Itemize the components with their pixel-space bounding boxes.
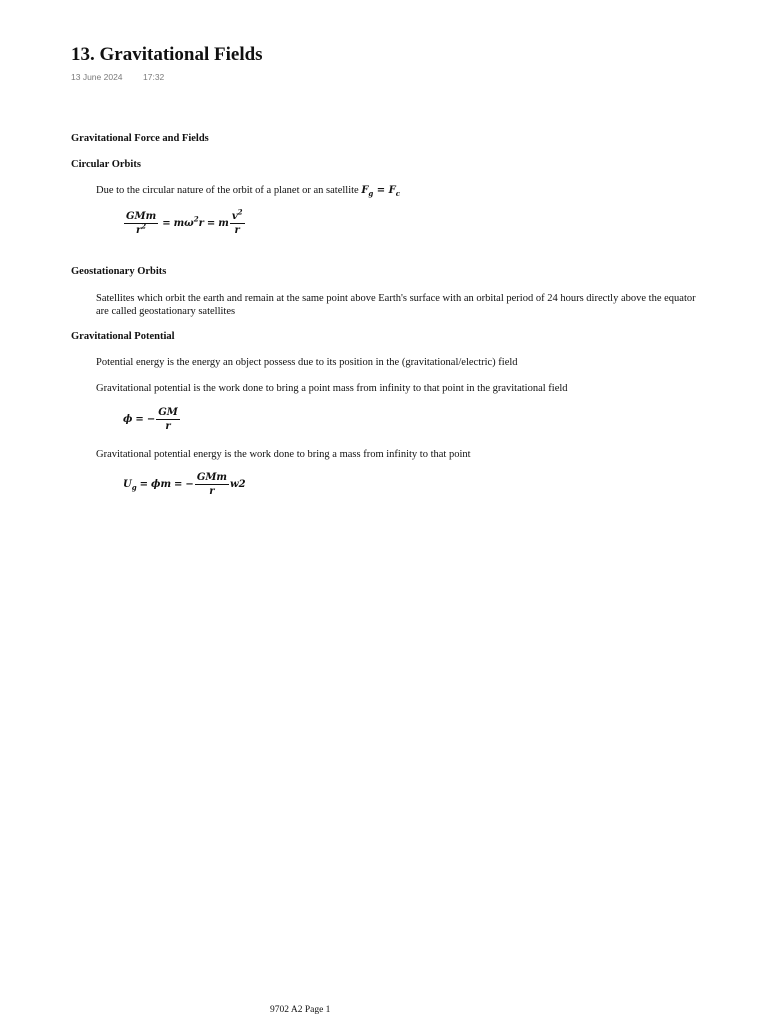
fraction-v2-over-r: $\frac{v^2}{r}$ [231, 207, 243, 236]
gravitational-potential-definition: Gravitational potential is the work done to bring a point mass from infinity to that point in the gravitational field [96, 383, 568, 394]
potential-energy-equation: $U_g$ = ϕm = − $\frac{\text{GMm}}{r}$ w2 [123, 472, 246, 497]
potential-energy-work-definition: Gravitational potential energy is the work done to bring a mass from infinity to that point [96, 449, 471, 460]
potential-energy-definition: Potential energy is the energy an object possess due to its position in the (gravitational/electric) field [96, 357, 518, 368]
heading-force-fields: Gravitational Force and Fields [71, 133, 209, 144]
circular-orbits-sentence: Due to the circular nature of the orbit of a planet or an satellite [96, 185, 359, 196]
page-footer: 9702 A2 Page 1 [270, 1005, 331, 1015]
geostationary-text-line1: Satellites which orbit the earth and remain at the same point above Earth's surface with an orbital period of 24 hours directly above the equator [96, 293, 696, 304]
fraction-gmm-over-r2: $\frac{\text{GMm}}{r^2}$ [126, 211, 157, 236]
geostationary-text-line2: are called geostationary satellites [96, 306, 236, 317]
page-date: 13 June 2024 [71, 72, 123, 82]
heading-gravitational-potential: Gravitational Potential [71, 331, 175, 342]
inline-force-equation: $F_g = F_c$ [361, 185, 401, 198]
fraction-gm-over-r: $\frac{GM}{r}$ [158, 407, 178, 432]
circular-orbits-text [96, 184, 400, 198]
circular-orbit-equation: $\frac{\text{GMm}}{r^2}$ = $m\omega^2r$ = m $\frac{v^2}{r}$ [126, 207, 243, 236]
page-title: 13. Gravitational Fields [71, 44, 263, 65]
page-time: 17:32 [143, 72, 165, 82]
fraction-gmm-over-r: $\frac{\text{GMm}}{r}$ [196, 472, 228, 497]
heading-circular-orbits: Circular Orbits [71, 159, 141, 170]
heading-geostationary-orbits: Geostationary Orbits [71, 266, 167, 277]
potential-equation: ϕ = − $\frac{GM}{r}$ [123, 407, 178, 432]
